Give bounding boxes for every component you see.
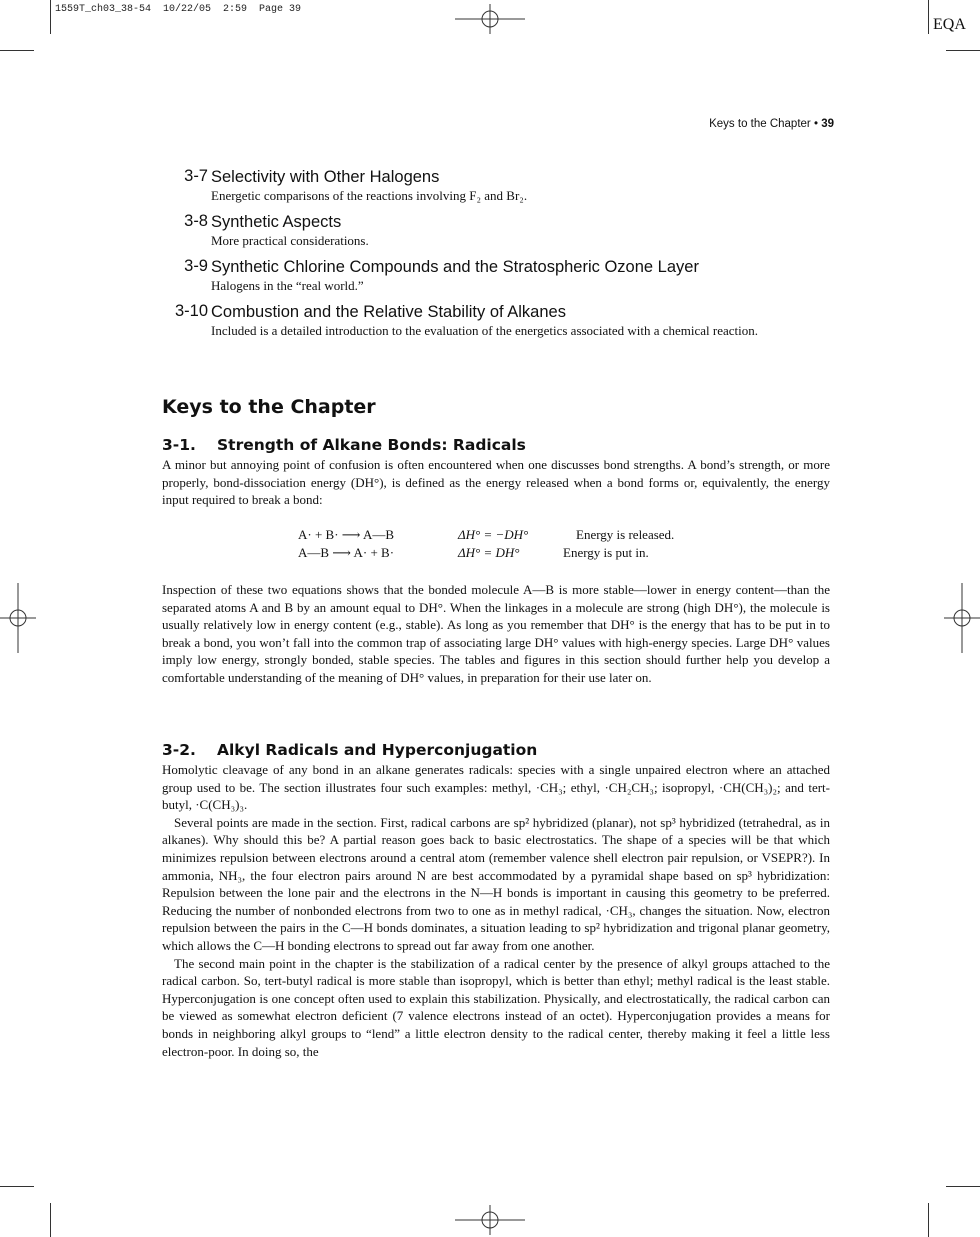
paragraph-text: A minor but annoying point of confusion is often encountered when one discusses bond strengths. A bond’s strength, or more properly, bond-dissociation energy (DH°), is defined as the energy released when a bond forms or, equivalently, the energy input required to break a bond: bbox=[162, 457, 830, 508]
equation-note: Energy is released. bbox=[576, 527, 675, 542]
equation-lhs: A· + B· ⟶ A—B bbox=[298, 527, 395, 542]
paragraph-text: Several points are made in the section. First, radical carbons are sp² hybridized (planar), not sp³ hybridized (tetrahedral, as in alkanes). Why should this be? A partial reason goes back to basic electrostatics. The shape of a species will be that which minimizes repulsion between electrons around a central atom (remember valence shell electron pair repulsion, or VSEPR?). In ammonia, NH₃, the four electron pairs around N are best accommodated by a pyramidal shape based on sp³ hybridization: Repulsion between the lone pair and the electrons in the N—H bonds is important in causing this geometry to be preferred. Reducing the number of nonbonded electrons from two to one as in methyl radical, ·CH₃, changes the situation. Now, electron repulsion between the pairs in the C—H bonds dominates, a situation leading to sp² hybridization and trigonal planar geometry, which allows the C—H bonding electrons to spread out far away from one another. bbox=[162, 814, 830, 953]
equation-relation: ΔH° = DH° bbox=[458, 545, 520, 560]
crop-mark bbox=[946, 1186, 980, 1187]
equation-row bbox=[298, 527, 674, 543]
crop-mark bbox=[50, 1203, 51, 1237]
toc-entry bbox=[162, 257, 832, 295]
paragraph-text: Inspection of these two equations shows that the bonded molecule A—B is more stable—lower in energy content—than the separated atoms A and B by an amount equal to DH°. When the linkages in a molecule are strong (high DH°), the molecule is usually relatively low in energy content (e.g., stable). As long as you remember that DH° is the energy that has to be put in to break a bond, you won’t fall into the common trap of associating large DH° values with high-energy species. Large DH° values imply low energy, strongly bonded, stable species. The tables and figures in this section should further help you develop a comfortable understanding of the meaning of DH° values, in preparation for their use later on. bbox=[162, 582, 830, 685]
toc-description: Energetic comparisons of the reactions involving F₂ and Br₂. bbox=[211, 188, 528, 203]
section-number: 3-2. bbox=[162, 741, 196, 759]
toc-entry bbox=[162, 212, 832, 250]
toc-number: 3-10 bbox=[174, 302, 208, 320]
body-paragraph bbox=[162, 581, 830, 687]
page-number: 39 bbox=[821, 118, 834, 130]
toc-description: More practical considerations. bbox=[211, 233, 369, 248]
section-heading bbox=[162, 741, 537, 759]
toc-number: 3-7 bbox=[184, 167, 208, 185]
body-paragraph bbox=[162, 456, 830, 509]
crop-mark bbox=[928, 0, 929, 34]
crop-mark bbox=[50, 0, 51, 34]
running-head bbox=[709, 118, 834, 130]
corner-mark: EQA bbox=[933, 16, 966, 33]
section-title: Strength of Alkane Bonds: Radicals bbox=[217, 436, 526, 454]
toc-description: Included is a detailed introduction to the evaluation of the energetics associated with a chemical reaction. bbox=[211, 323, 759, 338]
toc-number: 3-8 bbox=[184, 212, 208, 230]
toc-number: 3-9 bbox=[184, 257, 208, 275]
crop-mark bbox=[928, 1203, 929, 1237]
body-paragraph bbox=[162, 761, 830, 1060]
section-title: Alkyl Radicals and Hyperconjugation bbox=[217, 741, 538, 759]
registration-mark-top bbox=[455, 4, 525, 34]
equation-note: Energy is put in. bbox=[563, 545, 649, 560]
equation-relation: ΔH° = −DH° bbox=[458, 527, 529, 542]
print-slug: 1559T_ch03_38-54 10/22/05 2:59 Page 39 bbox=[55, 4, 302, 15]
toc-entry bbox=[162, 302, 832, 340]
registration-mark-right bbox=[944, 583, 980, 653]
paragraph-text: The second main point in the chapter is the stabilization of a radical center by the presence of alkyl groups attached to the radical carbon. So, tert-butyl radical is more stable than isopropyl, which is better than ethyl; methyl radical is the least stable. Hyperconjugation is one concept often used to explain this stabilization. Physically, and electrostatically, the radical carbon can be viewed as somewhat electron deficient (7 valence electrons instead of an octet). Hyperconjugation provides a means for bonds in neighboring alkyl groups to “lend” a little electron density to the radical center, thereby making it feel a little less electron-poor. In doing so, the bbox=[162, 955, 830, 1059]
registration-mark-bottom bbox=[455, 1205, 525, 1235]
crop-mark bbox=[0, 50, 34, 51]
equation-lhs: A—B ⟶ A· + B· bbox=[298, 545, 395, 560]
toc-title: Combustion and the Relative Stability of Alkanes bbox=[211, 303, 566, 321]
running-head-text: Keys to the Chapter bbox=[709, 118, 811, 130]
toc-title: Synthetic Chlorine Compounds and the Stratospheric Ozone Layer bbox=[211, 258, 699, 276]
paragraph-text: Homolytic cleavage of any bond in an alkane generates radicals: species with a single unpaired electron where an attached group used to be. The section illustrates four such examples: methyl, ·CH₃; ethyl, ·CH₂CH₃; isopropyl, ·CH(CH₃)₂; and tert-butyl, ·C(CH₃)₃. bbox=[162, 762, 830, 813]
chapter-heading: Keys to the Chapter bbox=[162, 396, 376, 418]
section-heading bbox=[162, 436, 526, 454]
crop-mark bbox=[0, 1186, 34, 1187]
toc-entry bbox=[162, 167, 832, 205]
toc-title: Selectivity with Other Halogens bbox=[211, 168, 440, 186]
toc-description: Halogens in the “real world.” bbox=[211, 278, 364, 293]
running-head-bullet: • bbox=[813, 118, 818, 130]
section-number: 3-1. bbox=[162, 436, 196, 454]
registration-mark-left bbox=[0, 583, 36, 653]
toc-title: Synthetic Aspects bbox=[211, 213, 342, 231]
equation-row bbox=[298, 545, 649, 561]
crop-mark bbox=[946, 50, 980, 51]
